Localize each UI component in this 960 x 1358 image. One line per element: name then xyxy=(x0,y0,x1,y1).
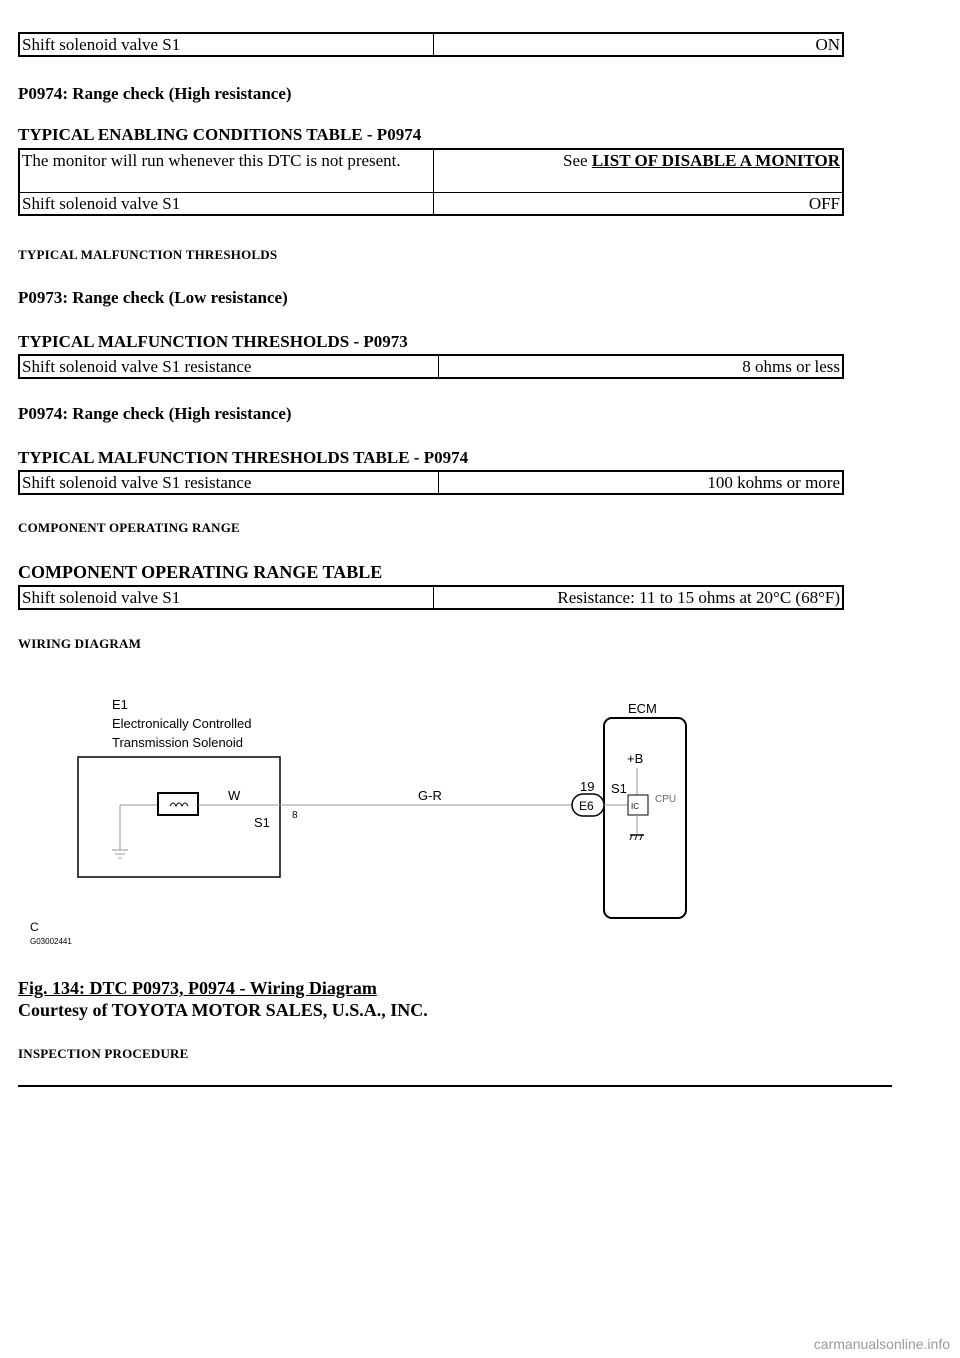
section-caption-wiring: WIRING DIAGRAM xyxy=(18,636,142,651)
table-cell-value xyxy=(434,149,844,193)
table-title-operating-range: COMPONENT OPERATING RANGE TABLE xyxy=(18,562,383,582)
table-title-enabling-conditions: TYPICAL ENABLING CONDITIONS TABLE - P0974 xyxy=(18,125,422,144)
wire-color-gr: G-R xyxy=(418,788,442,803)
table-cell-label: Shift solenoid valve S1 xyxy=(19,33,434,56)
table-row xyxy=(19,193,843,216)
pin-number-left: 8 xyxy=(292,810,298,821)
section-heading-p0974: P0974: Range check (High resistance) xyxy=(18,84,292,103)
disable-monitor-link[interactable]: LIST OF DISABLE A MONITOR xyxy=(591,151,840,170)
table-cell-value: OFF xyxy=(434,193,844,216)
table-cell-value: 8 ohms or less xyxy=(439,355,844,378)
table-cell-value: 100 kohms or more xyxy=(439,471,844,494)
figure-code: G03002441 xyxy=(30,937,72,946)
pin-number-right: 19 xyxy=(580,779,595,794)
solenoid-box xyxy=(78,757,280,877)
section-heading-p0973: P0973: Range check (Low resistance) xyxy=(18,288,288,307)
watermark-footer: carmanualsonline.info xyxy=(813,1336,950,1352)
table-cell-label: Shift solenoid valve S1 xyxy=(19,193,434,216)
table-operating-range xyxy=(18,585,844,610)
terminal-s1-ecm: S1 xyxy=(611,781,627,796)
terminal-s1-solenoid: S1 xyxy=(254,815,270,830)
wire-color-w: W xyxy=(228,788,241,803)
solenoid-connector-label: E1 xyxy=(112,697,128,712)
ecm-label: ECM xyxy=(628,701,657,716)
ic-label: IC xyxy=(631,802,639,811)
see-text: See xyxy=(563,151,592,170)
table-row xyxy=(19,33,843,56)
power-supply-label: +B xyxy=(627,751,644,766)
table-row xyxy=(19,586,843,609)
section-heading-p0974-b: P0974: Range check (High resistance) xyxy=(18,404,292,423)
bottom-rule xyxy=(18,1085,892,1087)
figure-courtesy: Courtesy of TOYOTA MOTOR SALES, U.S.A., INC. xyxy=(18,1000,428,1020)
table-cell-label: The monitor will run whenever this DTC is not present. xyxy=(19,149,434,193)
table-cell-value: ON xyxy=(434,33,844,56)
ecm-connector-label: E6 xyxy=(579,799,594,813)
table-thresholds-p0974 xyxy=(18,470,844,495)
wiring-diagram xyxy=(0,660,960,960)
solenoid-name-line2: Transmission Solenoid xyxy=(112,735,244,750)
ecm-ground-icon xyxy=(630,835,644,840)
table-thresholds-p0973 xyxy=(18,354,844,379)
table-row xyxy=(19,471,843,494)
coil-winding-icon xyxy=(170,803,188,806)
table-cell-value: Resistance: 11 to 15 ohms at 20°C (68°F) xyxy=(434,586,844,609)
corner-letter: C xyxy=(30,920,39,934)
table-enabling-conditions xyxy=(18,148,844,216)
table-row xyxy=(19,149,843,193)
section-caption-thresholds: TYPICAL MALFUNCTION THRESHOLDS xyxy=(18,247,278,262)
ecm-box xyxy=(604,718,686,918)
solenoid-name-line1: Electronically Controlled xyxy=(112,716,252,731)
table-title-thresholds-p0973: TYPICAL MALFUNCTION THRESHOLDS - P0973 xyxy=(18,332,408,351)
table-title-thresholds-p0974: TYPICAL MALFUNCTION THRESHOLDS TABLE - P0974 xyxy=(18,448,469,467)
ground-icon xyxy=(112,850,128,858)
solenoid-coil-icon xyxy=(158,793,198,815)
table-cell-label: Shift solenoid valve S1 resistance xyxy=(19,355,439,378)
table-shift-solenoid-state-on xyxy=(18,32,844,57)
cpu-label: CPU xyxy=(655,794,677,805)
figure-title-link[interactable]: Fig. 134: DTC P0973, P0974 - Wiring Diagram xyxy=(18,978,377,998)
section-caption-operating-range: COMPONENT OPERATING RANGE xyxy=(18,520,240,535)
section-caption-inspection: INSPECTION PROCEDURE xyxy=(18,1046,189,1061)
table-row xyxy=(19,355,843,378)
table-cell-label: Shift solenoid valve S1 resistance xyxy=(19,471,439,494)
table-cell-label: Shift solenoid valve S1 xyxy=(19,586,434,609)
